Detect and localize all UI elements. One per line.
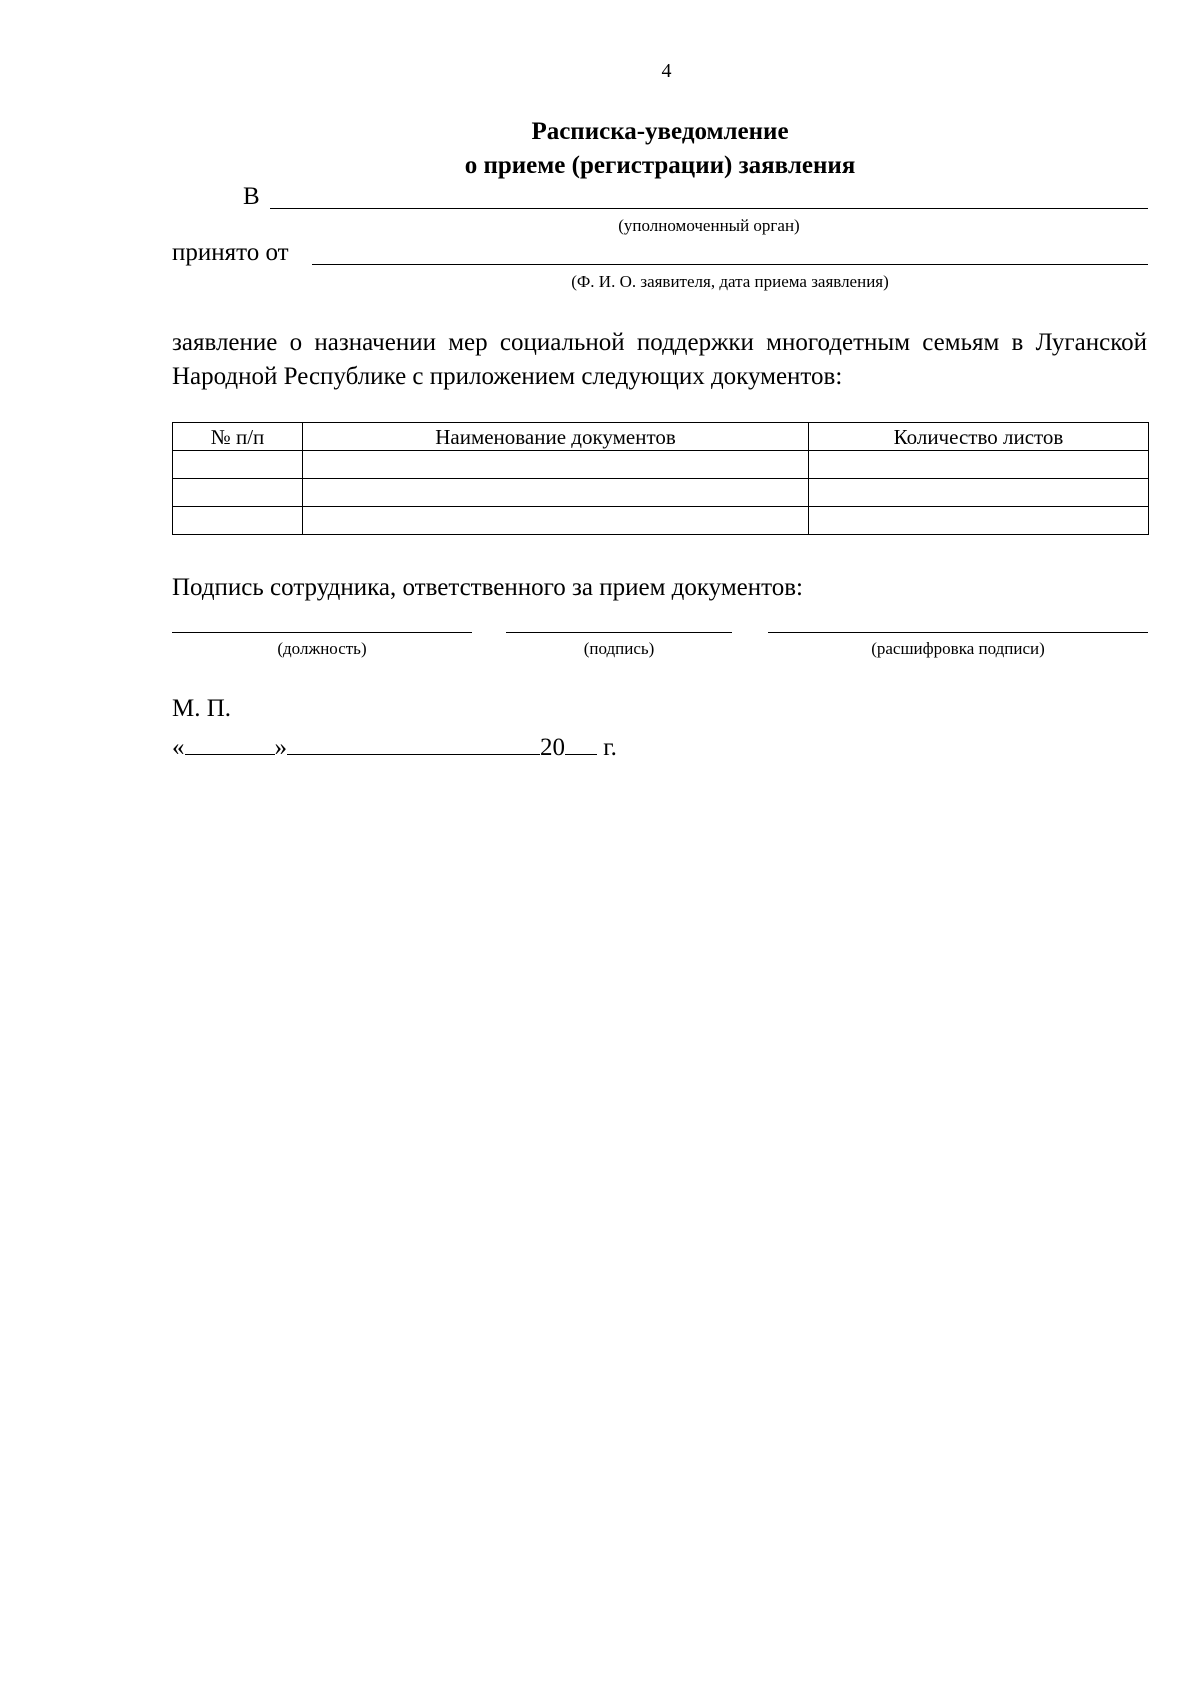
statement-paragraph: заявление о назначении мер социальной поддержки многодетным семьям в Луганской Народной Республике с приложением следующих документов: [172, 329, 1147, 390]
table-cell[interactable] [303, 451, 809, 479]
table-cell[interactable] [303, 479, 809, 507]
stamp-placeholder: М. П. [172, 695, 232, 722]
position-caption: (должность) [277, 639, 367, 658]
date-close-quote: » [274, 734, 287, 761]
field-from-line[interactable] [312, 264, 1148, 265]
date-open-quote: « [172, 734, 185, 761]
column-header-document-name: Наименование документов [303, 423, 809, 451]
table-cell[interactable] [303, 507, 809, 535]
document-subtitle: о приеме (регистрации) заявления [464, 152, 856, 179]
table-row [173, 451, 1149, 479]
position-line[interactable] [172, 632, 472, 633]
document-title: Расписка-уведомление [531, 118, 789, 145]
table-cell[interactable] [809, 507, 1149, 535]
table-row [173, 507, 1149, 535]
field-to-caption: (уполномоченный орган) [618, 216, 800, 235]
month-blank[interactable] [287, 732, 540, 755]
date-line [172, 732, 617, 762]
column-header-sheet-count: Количество листов [809, 423, 1149, 451]
page-number: 4 [661, 60, 672, 82]
documents-table [172, 422, 1149, 535]
field-from-prefix: принято от [172, 239, 289, 266]
field-from-caption: (Ф. И. О. заявителя, дата приема заявления) [571, 272, 889, 291]
signature-decoding-caption: (расшифровка подписи) [871, 639, 1045, 658]
year-prefix: 20 [540, 734, 565, 761]
year-blank[interactable] [565, 732, 597, 755]
table-header-row [173, 423, 1149, 451]
table-cell[interactable] [809, 451, 1149, 479]
table-cell[interactable] [173, 507, 303, 535]
signature-decoding-line[interactable] [768, 632, 1148, 633]
table-cell[interactable] [173, 479, 303, 507]
table-cell[interactable] [809, 479, 1149, 507]
table-row [173, 479, 1149, 507]
signature-caption: (подпись) [583, 639, 655, 658]
field-to-line[interactable] [270, 208, 1148, 209]
signature-heading: Подпись сотрудника, ответственного за прием документов: [172, 574, 803, 601]
column-header-number: № п/п [173, 423, 303, 451]
day-blank[interactable] [185, 732, 275, 755]
year-suffix: г. [603, 734, 617, 761]
table-cell[interactable] [173, 451, 303, 479]
field-to-prefix: В [243, 183, 260, 210]
signature-line[interactable] [506, 632, 732, 633]
